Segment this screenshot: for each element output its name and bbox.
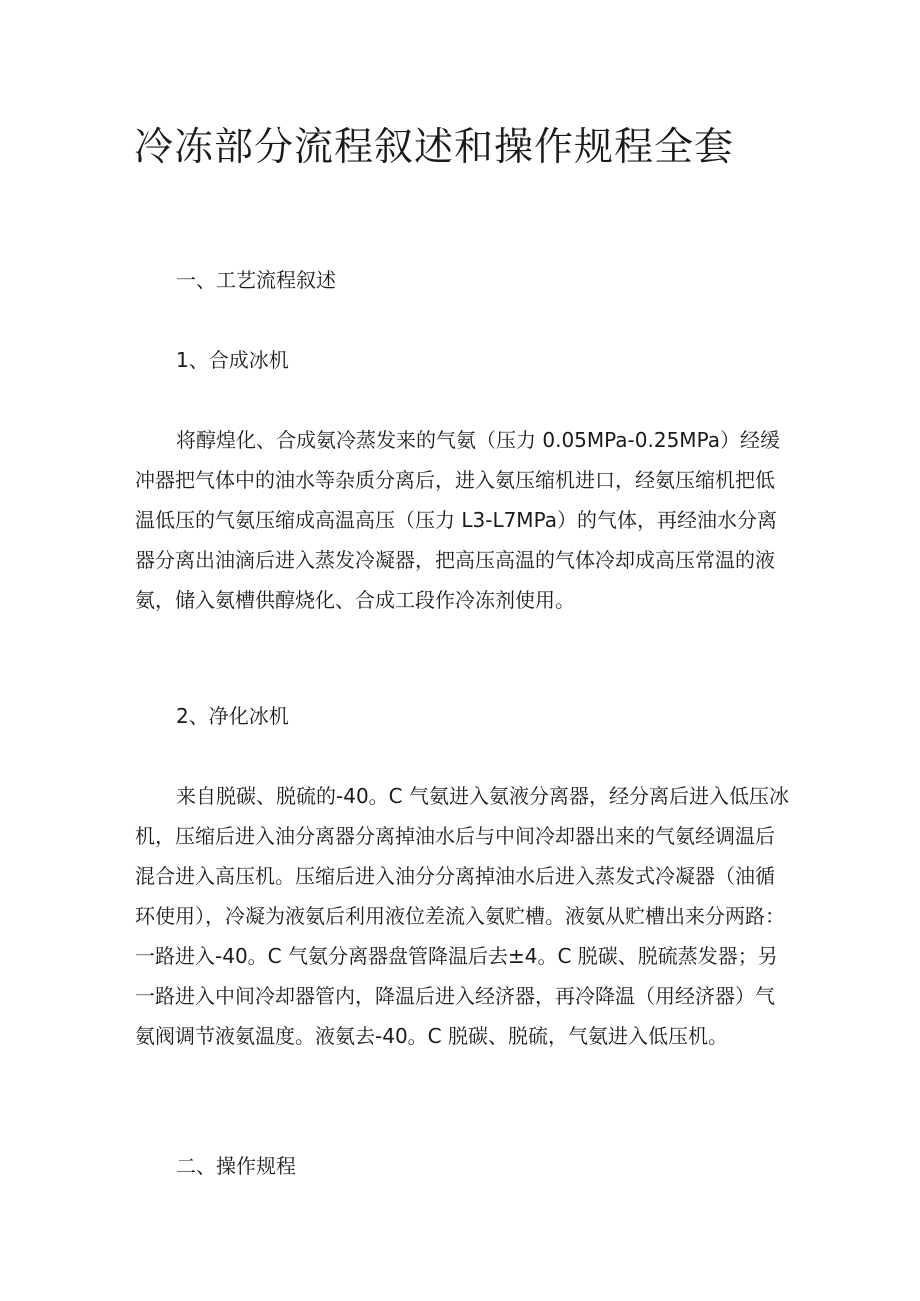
subsection-heading-synthesis-chiller: 1、合成冰机 — [176, 348, 289, 372]
subsection-heading-purification-chiller: 2、净化冰机 — [176, 704, 289, 728]
paragraph-line: 冲器把气体中的油水等杂质分离后，进入氨压缩机进口，经氨压缩机把低 — [135, 468, 775, 492]
document-title: 冷冻部分流程叙述和操作规程全套 — [134, 125, 735, 170]
paragraph-line: 环使用），冷凝为液氨后利用液位差流入氨贮槽。液氨从贮槽出来分两路： — [135, 904, 785, 928]
paragraph-synthesis-chiller — [135, 420, 787, 620]
section-heading-operating-procedures: 二、操作规程 — [176, 1154, 296, 1178]
paragraph-line: 氨，储入氨槽供醇烧化、合成工段作冷冻剂使用。 — [135, 588, 575, 612]
paragraph-line: 来自脱碳、脱硫的-40。C 气氨进入氨液分离器，经分离后进入低压冰 — [176, 784, 789, 808]
paragraph-line: 机，压缩后进入油分离器分离掉油水后与中间冷却器出来的气氨经调温后 — [135, 824, 775, 848]
paragraph-line: 混合进入高压机。压缩后进入油分分离掉油水后进入蒸发式冷凝器（油循 — [135, 864, 775, 888]
paragraph-line: 氨阀调节液氨温度。液氨去-40。C 脱碳、脱硫，气氨进入低压机。 — [135, 1024, 728, 1048]
paragraph-line: 温低压的气氨压缩成高温高压（压力 L3-L7MPa）的气体，再经油水分离 — [135, 508, 777, 532]
paragraph-line: 器分离出油滴后进入蒸发冷凝器，把高压高温的气体冷却成高压常温的液 — [135, 548, 775, 572]
paragraph-purification-chiller — [135, 776, 787, 1056]
paragraph-line: 一路进入-40。C 气氨分离器盘管降温后去±4。C 脱碳、脱硫蒸发器；另 — [135, 944, 778, 968]
paragraph-line: 一路进入中间冷却器管内，降温后进入经济器，再冷降温（用经济器）气 — [135, 984, 775, 1008]
section-heading-process-description: 一、工艺流程叙述 — [176, 268, 336, 292]
paragraph-line: 将醇煌化、合成氨冷蒸发来的气氨（压力 0.05MPa-0.25MPa）经缓 — [176, 428, 780, 452]
